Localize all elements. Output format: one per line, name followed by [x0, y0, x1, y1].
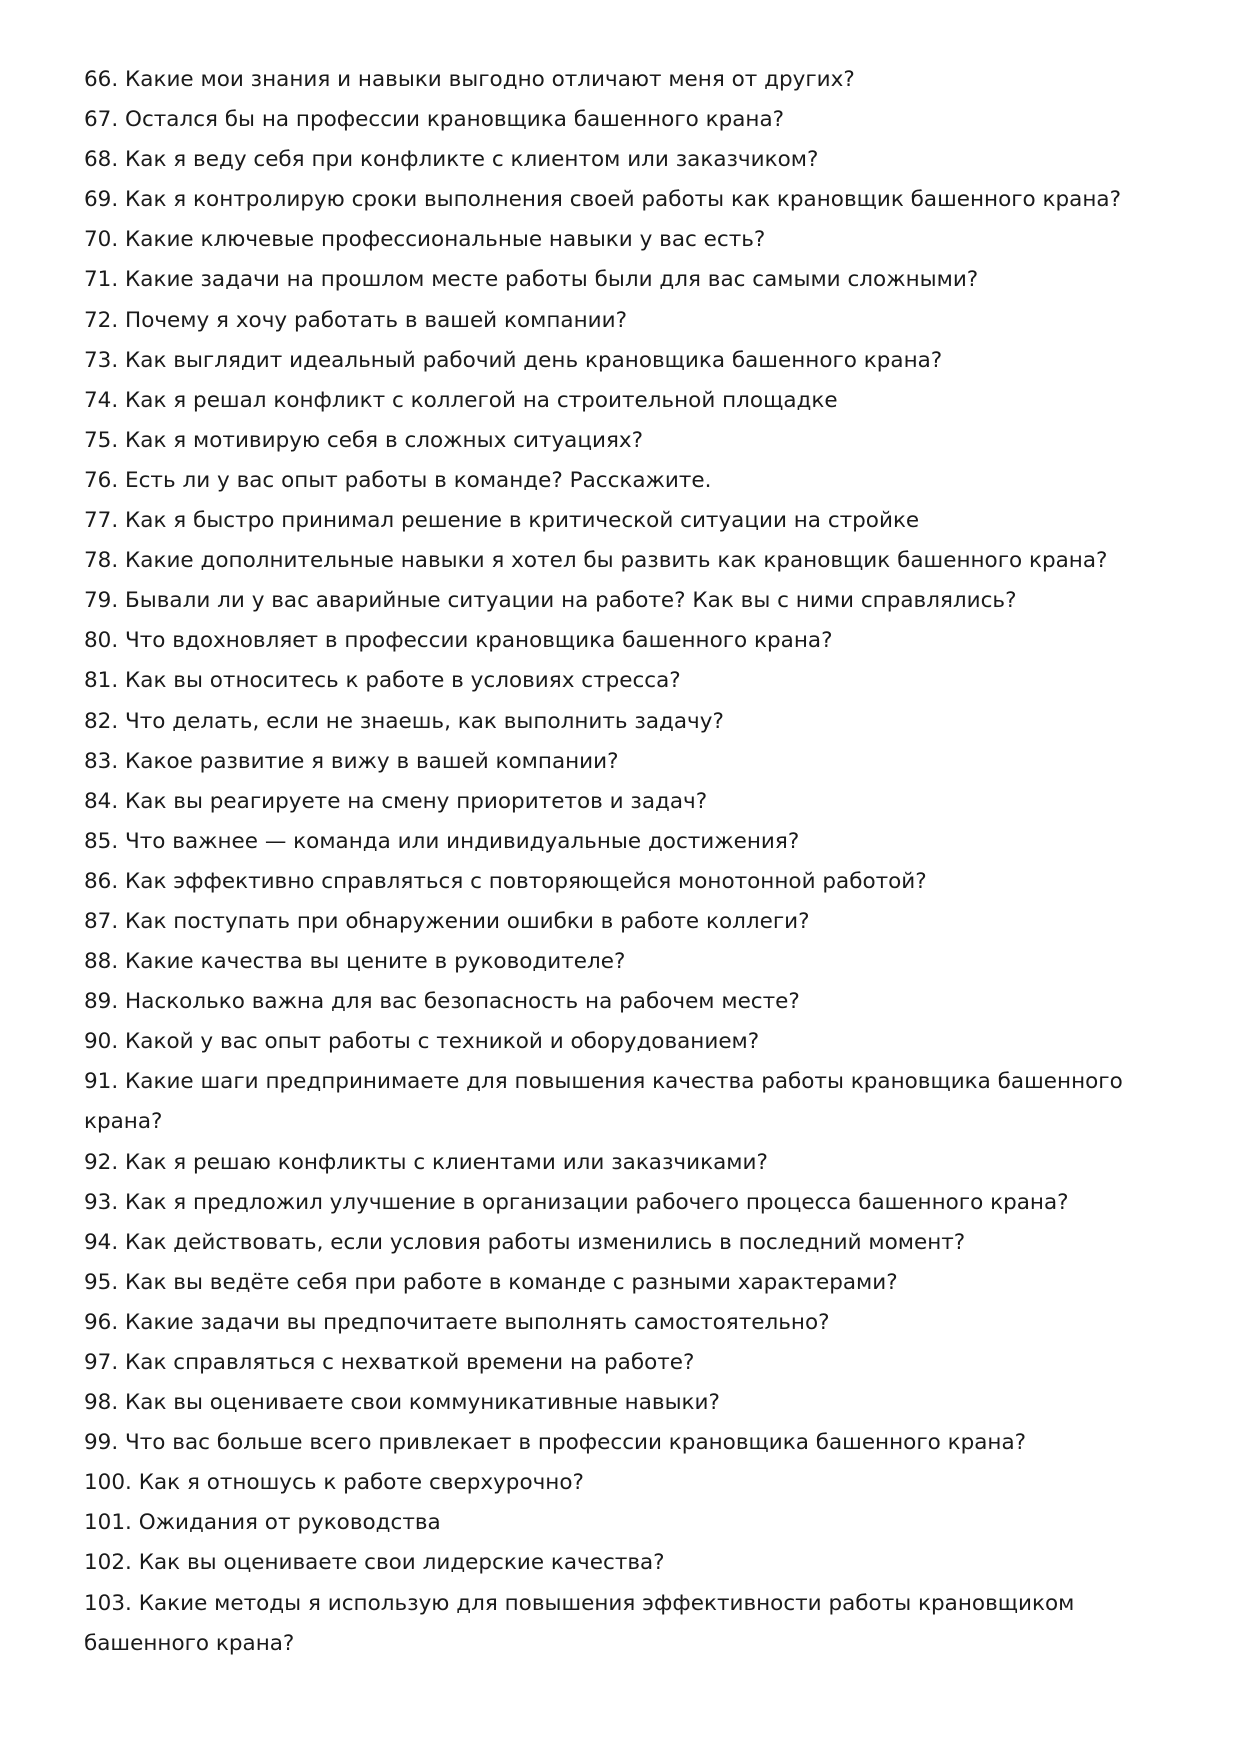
question-item: 86. Как эффективно справляться с повторяющейся монотонной работой?	[84, 868, 927, 894]
question-item: 78. Какие дополнительные навыки я хотел бы развить как крановщик башенного крана?	[84, 548, 1108, 574]
question-item: 96. Какие задачи вы предпочитаете выполнять самостоятельно?	[84, 1309, 830, 1335]
question-item: 80. Что вдохновляет в профессии крановщика башенного крана?	[84, 628, 833, 654]
question-item: 76. Есть ли у вас опыт работы в команде? Расскажите.	[84, 467, 712, 493]
document-page	[84, 60, 1164, 1664]
question-item: 85. Что важнее — команда или индивидуальные достижения?	[84, 828, 800, 854]
question-item: 81. Как вы относитесь к работе в условиях стресса?	[84, 668, 681, 694]
question-item: 101. Ожидания от руководства	[84, 1510, 441, 1536]
question-item: 99. Что вас больше всего привлекает в профессии крановщика башенного крана?	[84, 1430, 1027, 1456]
question-item: 103. Какие методы я использую для повышения эффективности работы крановщиком башенного крана?	[84, 1590, 1075, 1656]
question-item: 90. Какой у вас опыт работы с техникой и оборудованием?	[84, 1029, 760, 1055]
question-item: 97. Как справляться с нехваткой времени на работе?	[84, 1350, 695, 1375]
question-item: 88. Какие качества вы цените в руководителе?	[84, 949, 626, 975]
question-item: 102. Как вы оцениваете свои лидерские качества?	[84, 1550, 665, 1576]
question-item: 73. Как выглядит идеальный рабочий день крановщика башенного крана?	[84, 347, 943, 373]
question-list	[84, 60, 1164, 1664]
question-item: 77. Как я быстро принимал решение в критической ситуации на стройке	[84, 508, 920, 534]
question-item: 74. Как я решал конфликт с коллегой на строительной площадке	[84, 387, 838, 413]
question-item: 67. Остался бы на профессии крановщика башенного крана?	[84, 107, 785, 133]
question-item: 84. Как вы реагируете на смену приоритетов и задач?	[84, 788, 708, 814]
question-item: 69. Как я контролирую сроки выполнения своей работы как крановщик башенного крана?	[84, 187, 1121, 213]
question-item: 83. Какое развитие я вижу в вашей компании?	[84, 748, 619, 774]
question-item: 66. Какие мои знания и навыки выгодно отличают меня от других?	[84, 67, 855, 92]
question-item: 93. Как я предложил улучшение в организации рабочего процесса башенного крана?	[84, 1189, 1069, 1215]
question-item: 87. Как поступать при обнаружении ошибки в работе коллеги?	[84, 908, 810, 934]
question-item: 100. Как я отношусь к работе сверхурочно?	[84, 1470, 584, 1496]
question-item: 95. Как вы ведёте себя при работе в команде с разными характерами?	[84, 1269, 898, 1295]
question-item: 71. Какие задачи на прошлом месте работы были для вас самыми сложными?	[84, 267, 979, 293]
question-item: 70. Какие ключевые профессиональные навыки у вас есть?	[84, 227, 766, 253]
question-item: 89. Насколько важна для вас безопасность на рабочем месте?	[84, 989, 800, 1015]
question-item: 79. Бывали ли у вас аварийные ситуации на работе? Как вы с ними справлялись?	[84, 588, 1017, 614]
question-item: 75. Как я мотивирую себя в сложных ситуациях?	[84, 427, 644, 453]
question-item: 82. Что делать, если не знаешь, как выполнить задачу?	[84, 708, 724, 734]
question-item: 91. Какие шаги предпринимаете для повышения качества работы крановщика башенного крана?	[84, 1069, 1123, 1135]
question-item: 92. Как я решаю конфликты с клиентами или заказчиками?	[84, 1149, 768, 1175]
question-item: 94. Как действовать, если условия работы изменились в последний момент?	[84, 1229, 966, 1255]
question-item: 98. Как вы оцениваете свои коммуникативные навыки?	[84, 1390, 720, 1416]
question-item: 72. Почему я хочу работать в вашей компании?	[84, 307, 627, 333]
question-item: 68. Как я веду себя при конфликте с клиентом или заказчиком?	[84, 147, 819, 173]
